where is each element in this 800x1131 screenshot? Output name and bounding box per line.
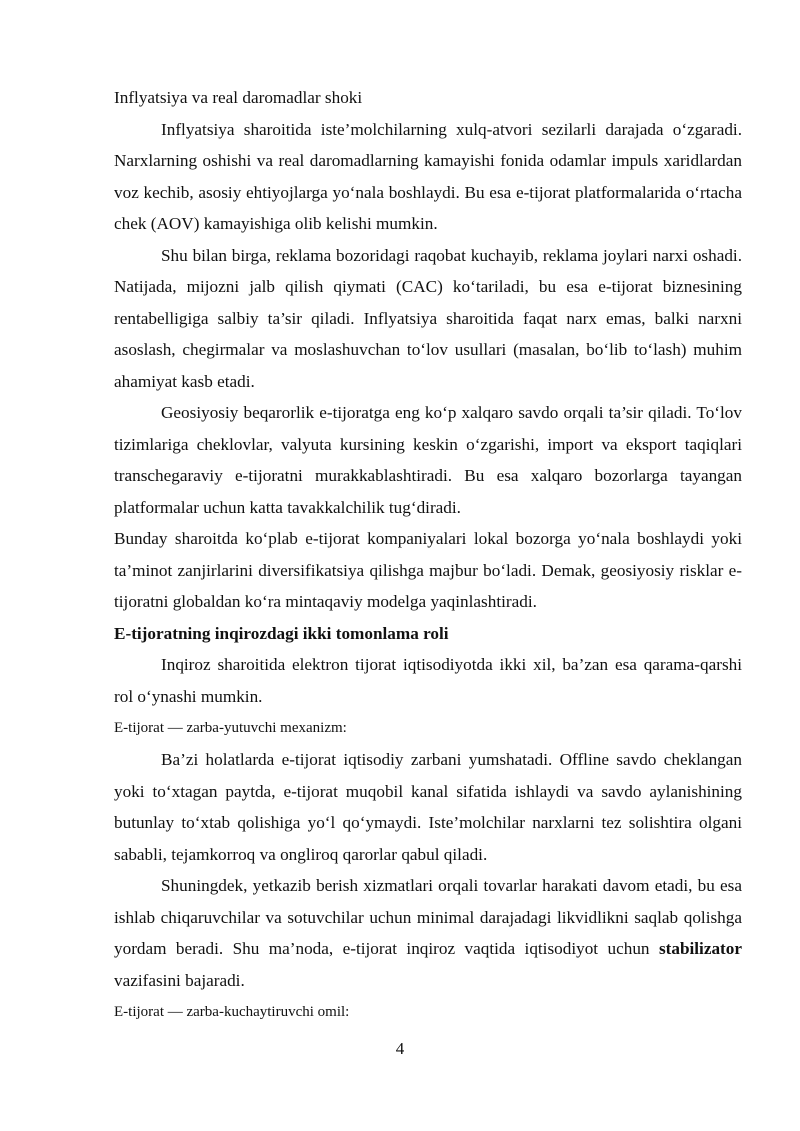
paragraph-stabilizer — [114, 870, 742, 996]
page-number: 4 — [395, 1039, 405, 1058]
paragraph-stabilizer-text-after: vazifasini bajaradi. — [114, 970, 245, 990]
subheading-shock-amplifier: E-tijorat — zarba-kuchaytiruvchi omil: — [114, 1004, 350, 1020]
paragraph-stabilizer-text-before: Shuningdek, yetkazib berish xizmatlari orqali tovarlar harakati davom etadi, bu esa ishlab chiqaruvchilar va sotuvchilar uchun minimal darajadagi likvidlikni saqlab qolishga yordam beradi. Shu ma’noda, e-tijorat inqiroz vaqtida iqtisodiyot uchun — [114, 876, 742, 958]
document-page — [114, 82, 742, 1028]
paragraph-geopolitical-instability: Geosiyosiy beqarorlik e-tijoratga eng ko‘p xalqaro savdo orqali ta’sir qiladi. To‘lov tizimlariga cheklovlar, valyuta kursining keskin o‘zgarishi, import va eksport taqiqlari transchegaraviy e-tijoratni murakkablashtiradi. Bu esa xalqaro bozorlarga tayangan platformalar uchun katta tavakkalchilik tug‘diradi. — [114, 403, 742, 517]
paragraph-shock-absorber: Ba’zi holatlarda e-tijorat iqtisodiy zarbani yumshatadi. Offline savdo cheklangan yoki to‘xtagan paytda, e-tijorat muqobil kanal sifatida ishlaydi va savdo aylanishining butunlay to‘xtab qolishiga yo‘l qo‘ymaydi. Iste’molchilar narxlarni tez solishtira olgani sababli, tejamkorroq va ongliroq qarorlar qabul qiladi. — [114, 750, 742, 864]
subheading-shock-absorber: E-tijorat — zarba-yutuvchi mexanizm: — [114, 720, 347, 736]
paragraph-inflation-behavior: Inflyatsiya sharoitida iste’molchilarning xulq-atvori sezilarli darajada o‘zgaradi. Narxlarning oshishi va real daromadlarning kamayishi fonida odamlar impuls xaridlardan voz kechib, asosiy ehtiyojlarga yo‘nala boshlaydi. Bu esa e-tijorat platformalarida o‘rtacha chek (AOV) kamayishiga olib kelishi mumkin. — [114, 119, 742, 233]
section-title: Inflyatsiya va real daromadlar shoki — [114, 88, 363, 107]
section-heading-dual-role: E-tijoratning inqirozdagi ikki tomonlama roli — [114, 623, 449, 643]
paragraph-local-market-shift: Bunday sharoitda ko‘plab e-tijorat kompaniyalari lokal bozorga yo‘nala boshlaydi yoki ta’minot zanjirlarini diversifikatsiya qilishga majbur bo‘ladi. Demak, geosiyosiy risklar e-tijoratni globaldan ko‘ra mintaqaviy modelga yaqinlashtiradi. — [114, 529, 742, 611]
paragraph-advertising-cac: Shu bilan birga, reklama bozoridagi raqobat kuchayib, reklama joylari narxi oshadi. Natijada, mijozni jalb qilish qiymati (CAC) ko‘tariladi, bu esa e-tijorat biznesining rentabelligiga salbiy ta’sir qiladi. Inflyatsiya sharoitida faqat narx emas, balki narxni asoslash, chegirmalar va moslashuvchan to‘lov usullari (masalan, bo‘lib to‘lash) muhim ahamiyat kasb etadi. — [114, 245, 742, 391]
paragraph-dual-role-intro: Inqiroz sharoitida elektron tijorat iqtisodiyotda ikki xil, ba’zan esa qarama-qarshi rol o‘ynashi mumkin. — [114, 655, 742, 706]
stabilizator-bold-term: stabilizator — [658, 939, 742, 958]
